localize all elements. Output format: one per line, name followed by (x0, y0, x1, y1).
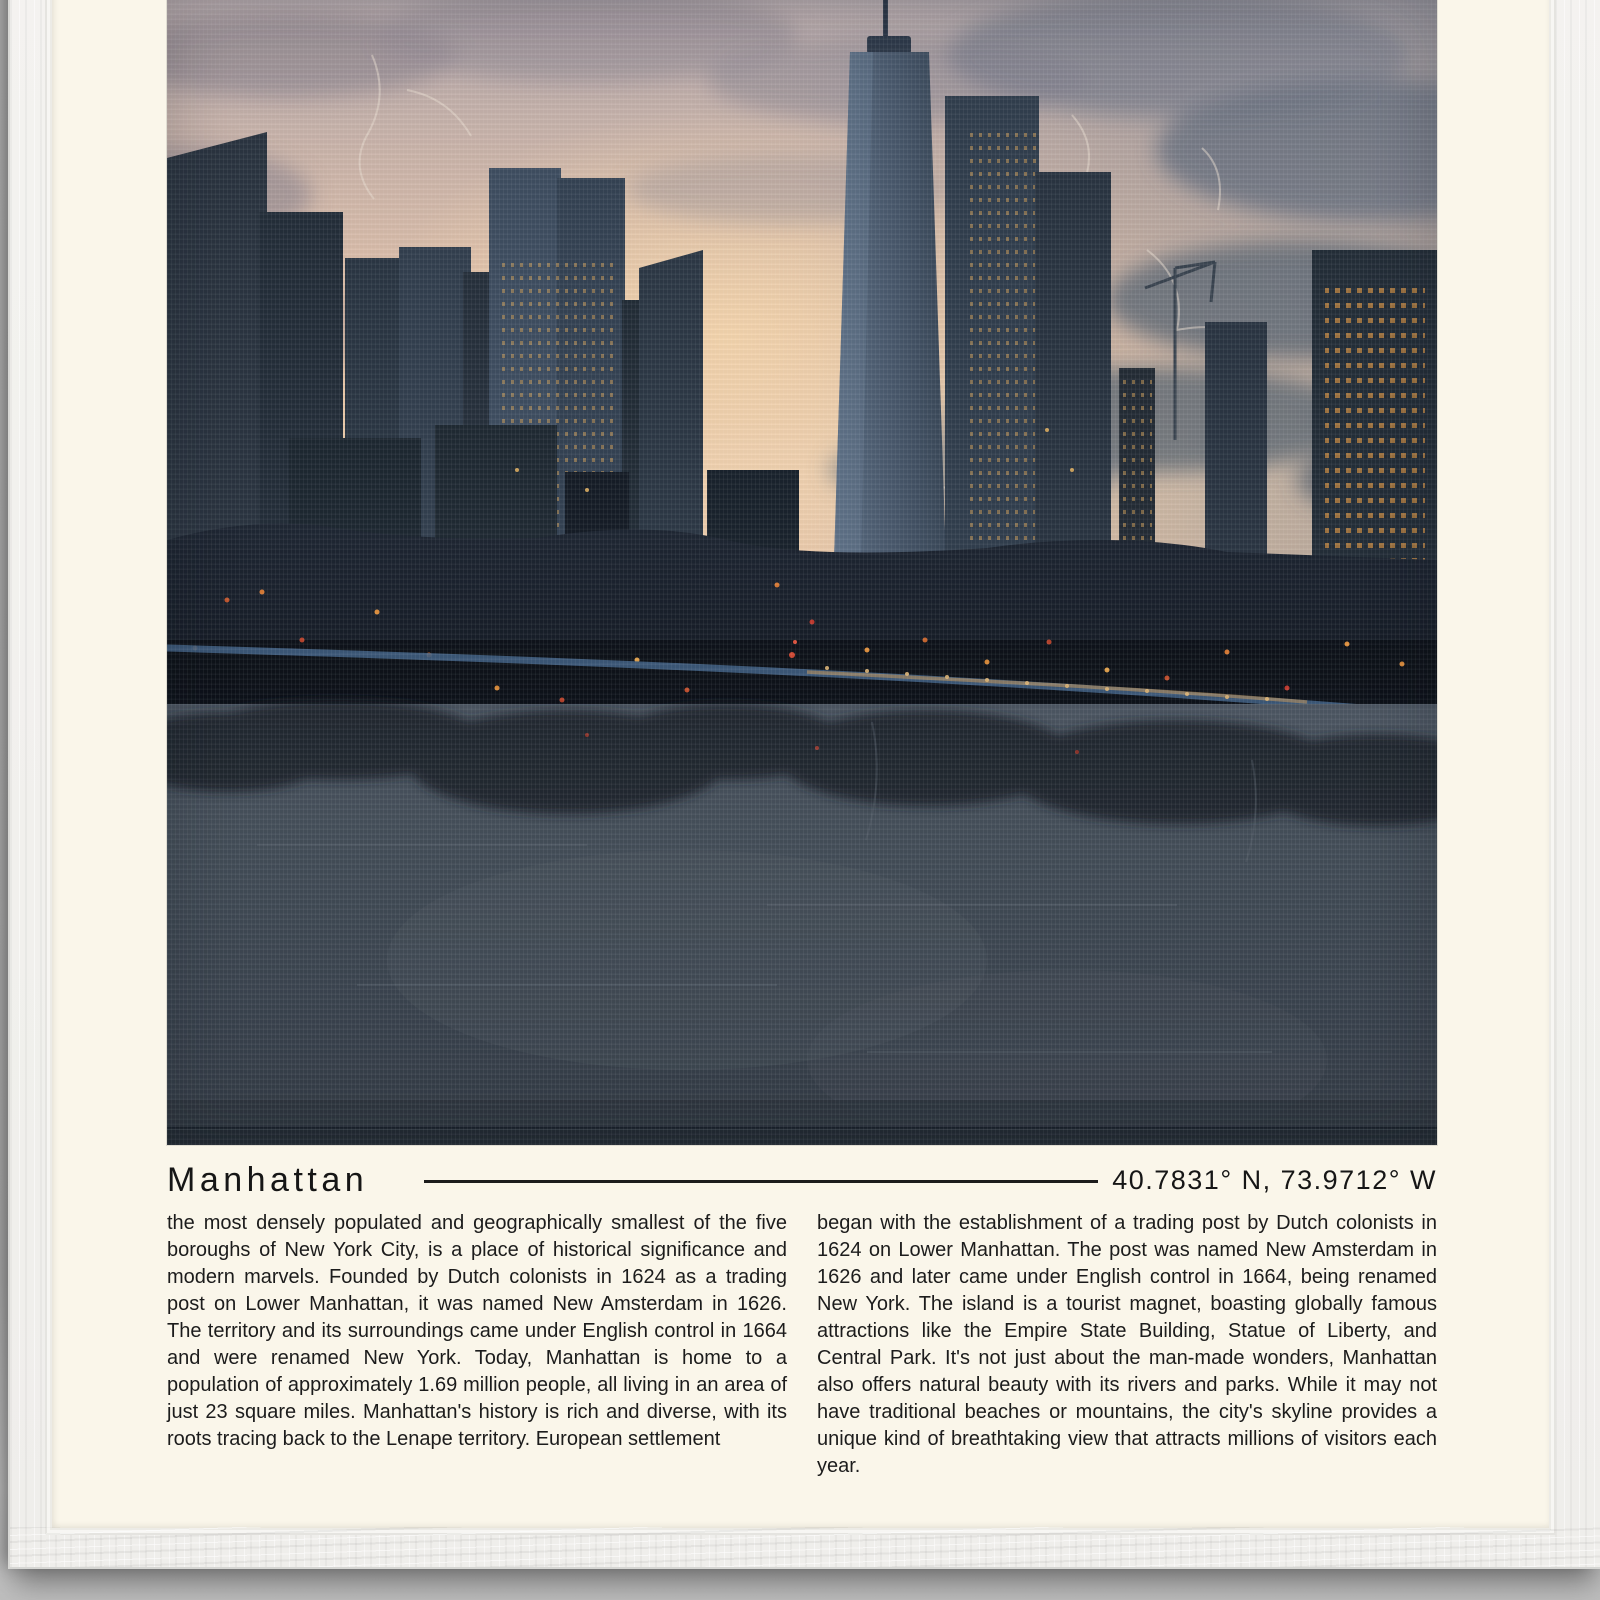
description-column-left: the most densely populated and geographically smallest of the five boroughs of New York City, is a place of historical significance and modern marvels. Founded by Dutch colonists in 1624 as a trading post on Lower Manhattan, it was named New Amsterdam in 1626. The territory and its surroundings came under English control in 1664 and were renamed New York. Today, Manhattan is home to a population of approximately 1.69 million people, all living in an area of just 23 square miles. Manhattan's history is rich and diverse, with its roots tracing back to the Lenape territory. European settlement (167, 1212, 787, 1450)
manhattan-painting (167, 0, 1437, 1145)
one-wtc-tower (834, 0, 946, 560)
poster (52, 0, 1549, 1528)
description-columns (167, 1210, 1437, 1480)
manhattan-skyline-artwork (167, 0, 1437, 1145)
poster-caption (167, 1158, 1437, 1480)
divider-line (424, 1180, 1098, 1183)
poster-title: Manhattan (167, 1160, 369, 1199)
description-column-right: began with the establishment of a trading post by Dutch colonists in 1624 on Lower Manhattan. The post was named New Amsterdam in 1626 and later came under English control in 1664, being renamed New York. The island is a tourist magnet, boasting globally famous attractions like the Empire State Building, Statue of Liberty, and Central Park. It's not just about the man-made wonders, Manhattan also offers natural beauty with its rivers and parks. While it may not have traditional beaches or mountains, the city's skyline provides a unique kind of breathtaking view that attracts millions of visitors each year. (817, 1212, 1437, 1477)
river-water (167, 700, 1437, 1145)
poster-frame (8, 0, 1600, 1569)
caption-header (167, 1158, 1437, 1202)
coordinates-label: 40.7831° N, 73.9712° W (1112, 1164, 1437, 1195)
